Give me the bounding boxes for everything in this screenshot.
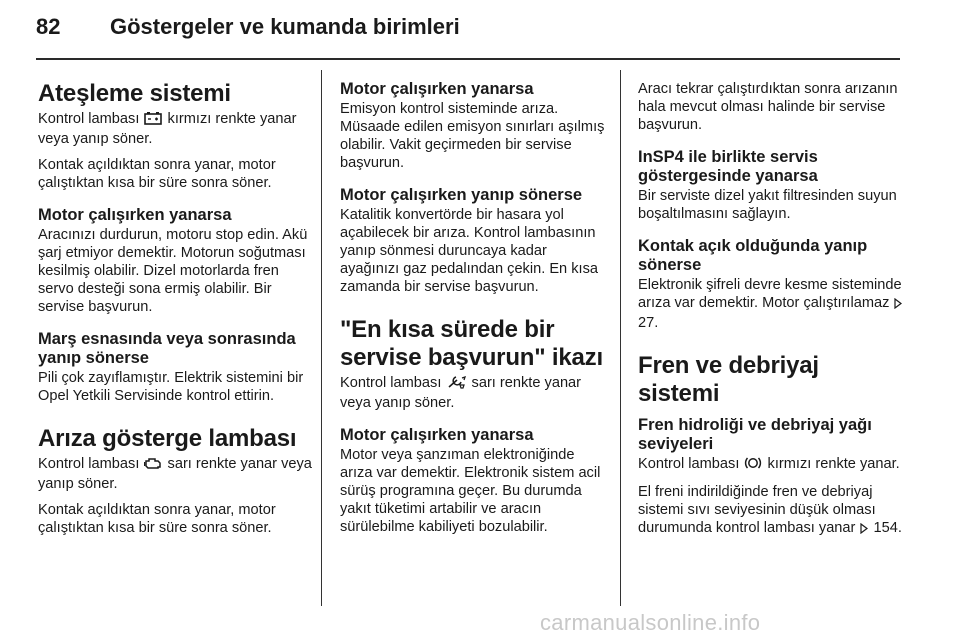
subheading: Motor çalışırken yanıp sönerse bbox=[340, 186, 583, 204]
subheading: Fren hidroliği ve debriyaj yağı seviyeleri bbox=[638, 416, 872, 453]
subheading: Kontak açık olduğunda yanıp sönerse bbox=[638, 237, 868, 274]
page-reference[interactable]: 27. bbox=[638, 315, 659, 331]
page-reference-arrow-icon bbox=[894, 296, 902, 314]
watermark: carmanualsonline.info bbox=[540, 610, 761, 635]
paragraph: Aracı tekrar çalıştırdıktan sonra arızanın hala mevcut olması halinde bir servise başvurun. bbox=[638, 81, 898, 133]
text: Kontrol lambası bbox=[38, 456, 140, 472]
page-reference[interactable]: 154. bbox=[873, 520, 902, 536]
text: Kontrol lambası bbox=[638, 456, 740, 472]
page-reference-arrow-icon bbox=[860, 521, 868, 539]
paragraph bbox=[638, 455, 906, 475]
section-heading-brake-system: Fren ve debriyaj sistemi bbox=[638, 352, 819, 407]
paragraph bbox=[38, 110, 314, 148]
text: Kontrol lambası bbox=[38, 111, 140, 127]
section-heading-fault-lamp: Arıza gösterge lambası bbox=[38, 425, 297, 452]
text: Elektronik şifreli devre kesme sisteminde arıza var demektir. Motor çalıştırılamaz bbox=[638, 277, 902, 311]
subheading: Motor çalışırken yanarsa bbox=[340, 426, 534, 444]
page-header bbox=[36, 14, 926, 44]
header-rule bbox=[36, 58, 900, 60]
text: sarı renkte yanar veya yanıp söner. bbox=[340, 375, 582, 411]
engine-icon bbox=[144, 456, 162, 475]
battery-icon bbox=[144, 111, 162, 130]
column-1 bbox=[38, 80, 314, 545]
subheading: Marş esnasında veya sonrasında yanıp sönerse bbox=[38, 330, 296, 367]
paragraph: Motor veya şanzıman elektroniğinde arıza var demektir. Elektronik sistem acil sürüş programına geçer. Bu durumda yakıt tüketimi artabilir ve aracın sürülebilme kabiliyeti bozulabilir. bbox=[340, 447, 601, 535]
paragraph: Pili çok zayıflamıştır. Elektrik sistemini bir Opel Yetkili Servisinde kontrol ettirin. bbox=[38, 370, 304, 404]
column-2 bbox=[340, 80, 606, 544]
column-3 bbox=[638, 80, 906, 547]
text: Kontrol lambası bbox=[340, 375, 442, 391]
section-heading-service-warning: "En kısa sürede bir servise başvurun" ikazı bbox=[340, 316, 603, 371]
column-divider-1 bbox=[321, 70, 322, 606]
subheading: InSP4 ile birlikte servis göstergesinde yanarsa bbox=[638, 148, 818, 185]
paragraph: Bir serviste dizel yakıt filtresinden suyun boşaltılmasını sağlayın. bbox=[638, 188, 897, 222]
text: El freni indirildiğinde fren ve debriyaj sistemi sıvı seviyesinin düşük olması durumunda kontrol lambası yanar bbox=[638, 484, 876, 536]
section-heading-ignition: Ateşleme sistemi bbox=[38, 80, 231, 107]
paragraph bbox=[638, 276, 906, 332]
text: kırmızı renkte yanar. bbox=[767, 456, 900, 472]
chapter-title: Göstergeler ve kumanda birimleri bbox=[110, 14, 460, 39]
column-divider-2 bbox=[620, 70, 621, 606]
page-number: 82 bbox=[36, 14, 61, 39]
text: sarı renkte yanar veya yanıp söner. bbox=[38, 456, 312, 492]
subheading: Motor çalışırken yanarsa bbox=[38, 206, 232, 224]
paragraph bbox=[638, 483, 906, 539]
paragraph bbox=[38, 455, 314, 493]
service-wrench-icon bbox=[446, 375, 466, 394]
paragraph: Emisyon kontrol sisteminde arıza. Müsaade edilen emisyon sınırları aşılmış olabilir. Vakit geçirmeden bir servise başvurun. bbox=[340, 101, 605, 171]
brake-icon bbox=[744, 456, 762, 475]
paragraph: Kontak açıldıktan sonra yanar, motor çalıştıktan kısa bir süre sonra söner. bbox=[38, 157, 276, 191]
paragraph: Katalitik konvertörde bir hasara yol açabilecek bir arıza. Kontrol lambasının yanıp sönmesi duruncaya kadar ayağınızı gaz pedalından çekin. En kısa zamanda bir servise başvurun. bbox=[340, 207, 598, 295]
text: kırmızı renkte yanar veya yanıp söner. bbox=[38, 111, 297, 147]
paragraph bbox=[340, 374, 606, 412]
subheading: Motor çalışırken yanarsa bbox=[340, 80, 534, 98]
paragraph: Aracınızı durdurun, motoru stop edin. Akü şarj etmiyor demektir. Motorun soğutması kesilmiş olabilir. Dizel motorlarda fren servo desteği sona ermiş olabilir. Bir servise başvurun. bbox=[38, 227, 308, 315]
paragraph: Kontak açıldıktan sonra yanar, motor çalıştıktan kısa bir süre sonra söner. bbox=[38, 502, 276, 536]
